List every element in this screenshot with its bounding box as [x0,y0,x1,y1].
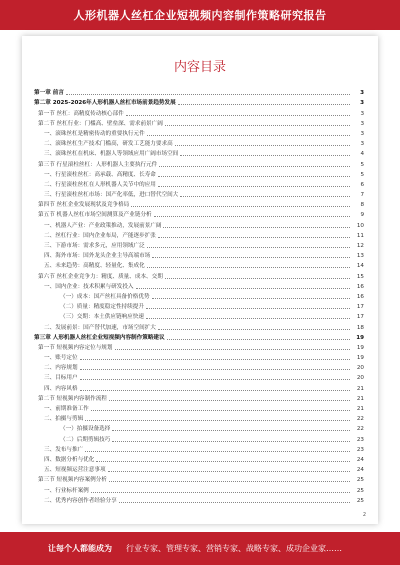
toc-leader-dots [112,440,350,442]
toc-entry-page: 23 [356,436,364,443]
toc-entry[interactable] [34,331,364,341]
toc-entry[interactable] [34,178,364,188]
document-page [22,36,378,524]
toc-entry[interactable] [34,168,364,178]
toc-entry-page: 14 [356,263,364,270]
toc-entry-text: （三）交期：本土供应链响应快速 [60,314,144,321]
toc-entry-page: 21 [356,395,364,402]
toc-heading: 内容目录 [173,60,226,75]
toc-leader-dots [146,307,350,309]
toc-entry-page: 3 [360,130,364,137]
toc-leader-dots [178,103,350,105]
toc-leader-dots [152,297,350,299]
toc-entry-text: 第三章 人形机器人丝杠企业短视频内容制作策略建议 [34,334,165,341]
toc-leader-dots [146,317,350,319]
toc-entry-text: （一）拍摄设备选择 [60,426,111,433]
toc-entry-text: 第二节 短视频内容制作流程 [38,395,107,402]
report-title: 人形机器人丝杠企业短视频内容制作策略研究报告 [73,9,327,22]
toc-leader-dots [167,338,350,340]
toc-entry[interactable] [34,402,364,412]
toc-entry[interactable] [34,422,364,432]
toc-entry-text: 二、丝杠行业：国内企业布局，产能逐步扩张 [44,232,156,239]
toc-leader-dots [119,501,350,503]
toc-entry[interactable] [34,361,364,371]
toc-leader-dots [115,348,351,350]
toc-entry-page: 4 [360,151,364,158]
toc-entry[interactable] [34,198,364,208]
toc-entry-text: （二）后期剪辑技巧 [60,436,111,443]
toc-leader-dots [96,460,350,462]
toc-entry-page: 22 [356,426,364,433]
toc-entry-page: 22 [356,416,364,423]
toc-entry-text: 一、行业标杆案例 [44,487,89,494]
toc-leader-dots [180,195,350,197]
toc-entry-text: 四、海外市场：国外龙头企业主导高端市场 [44,253,151,260]
report-header-banner [0,0,400,30]
toc-leader-dots [175,144,350,146]
toc-leader-dots [154,215,350,217]
toc-entry-text: 三、目标用户 [44,375,78,382]
toc-entry[interactable] [34,392,364,402]
toc-leader-dots [180,154,350,156]
toc-entry-text: 五、短视频运营注意事项 [44,467,106,474]
toc-entry-text: （一）成本：国产丝杠具备价格优势 [60,293,150,300]
toc-entry[interactable] [34,463,364,473]
toc-entry-text: 三、滚珠丝杠在机床、机器人等领域应用广阔市场空间 [44,151,179,158]
toc-entry-page: 3 [360,90,364,97]
toc-entry-text: 三、行星滚柱丝杠市场：国产化率低，进口替代空间大 [44,192,179,199]
toc-leader-dots [66,93,350,95]
toc-entry-text: 第一节 短视频内容定位与规划 [38,344,113,351]
toc-entry-page: 20 [356,365,364,372]
toc-entry-text: 二、拍摄与剪辑 [44,416,84,423]
toc-entry-page: 10 [356,222,364,229]
toc-entry-page: 15 [356,273,364,280]
toc-entry-page: 25 [356,487,364,494]
toc-entry-text: 第四节 丝杠企业发展现状及竞争格局 [38,202,130,209]
toc-entry-page: 6 [360,181,364,188]
toc-entry[interactable] [34,218,364,228]
toc-entry-page: 5 [360,171,364,178]
toc-entry[interactable] [34,351,364,361]
toc-entry-page: 3 [360,141,364,148]
toc-entry-page: 16 [356,283,364,290]
toc-entry[interactable] [34,208,364,218]
toc-entry-page: 19 [356,355,364,362]
toc-entry-text: 第二章 2025-2026年人形机器人丝杠市场前景趋势发展 [34,100,176,107]
toc-leader-dots [147,266,350,268]
footer-tagline: 行业专家、管理专家、营销专家、战略专家、成功企业家…… [126,544,342,553]
toc-entry[interactable] [34,443,364,453]
toc-leader-dots [91,491,350,493]
toc-entry-text: 四、内容风格 [44,385,78,392]
toc-entry-text: 第三节 短视频内容案例分析 [38,477,107,484]
toc-entry-text: 一、滚珠丝杠是精密传动的重要执行元件 [44,130,145,137]
toc-entry-page: 11 [356,232,364,239]
toc-leader-dots [126,114,350,116]
toc-entry-page: 3 [360,100,364,107]
toc-entry[interactable] [34,106,364,116]
toc-leader-dots [165,277,350,279]
toc-entry-text: 一、机器人产业：产业政策推动，发展前景广阔 [44,222,162,229]
toc-entry[interactable] [34,280,364,290]
toc-entry-text: 一、前期准备工作 [44,406,89,412]
toc-entry-text: 五、未来趋势：高精度、轻量化、集成化 [44,263,145,270]
toc-entry[interactable] [34,86,364,96]
toc-entry-page: 17 [356,314,364,321]
toc-leader-dots [80,358,350,360]
toc-entry-text: 三、下游市场：需求多元，应用领域广泛 [44,243,145,249]
toc-entry-text: 二、内容规划 [44,365,78,372]
toc-entry-page: 3 [360,120,364,127]
toc-entry-page: 21 [356,406,364,412]
toc-entry-text: 第一节 丝杠：高精度传动核心部件 [38,110,124,117]
toc-leader-dots [158,175,350,177]
toc-entry-text: 一、国内企业：技术积累与研发投入 [44,283,134,290]
toc-entry-text: 一、账号定位 [44,355,78,362]
toc-entry[interactable] [34,371,364,381]
toc-leader-dots [136,287,350,289]
toc-leader-dots [85,419,350,421]
footer-banner [0,532,400,565]
toc-entry[interactable] [34,494,364,504]
toc-leader-dots [158,328,350,330]
toc-entry-text: 第二节 丝杠行业：门槛高、壁垒深、需求前景广阔 [38,120,163,127]
toc-entry[interactable] [34,137,364,147]
toc-leader-dots [80,378,350,380]
toc-entry[interactable] [34,239,364,249]
toc-entry[interactable] [34,269,364,279]
toc-leader-dots [80,368,350,370]
toc-entry[interactable] [34,320,364,330]
toc-leader-dots [109,480,350,482]
toc-entry-page: 25 [356,497,364,504]
toc-leader-dots [163,226,350,228]
toc-leader-dots [147,246,350,248]
toc-entry-page: 25 [356,477,364,484]
toc-entry-page: 9 [360,212,364,219]
toc-entry[interactable] [34,453,364,463]
toc-entry-page: 8 [360,202,364,209]
toc-leader-dots [80,389,350,391]
toc-entry[interactable] [34,96,364,106]
toc-entry-page: 24 [356,467,364,474]
toc-entry-page: 5 [360,161,364,168]
toc-entry-page: 16 [356,293,364,300]
toc-leader-dots [159,165,350,167]
toc-entry-page: 13 [356,253,364,260]
toc-entry[interactable] [34,117,364,127]
toc-entry-text: 四、数据分析与优化 [44,456,95,463]
toc-entry-text: 二、行星滚柱丝杠在人形机器人关节中的应用 [44,181,156,188]
toc-entry-page: 20 [356,375,364,382]
toc-leader-dots [147,134,350,136]
toc-leader-dots [165,124,350,126]
toc-entry-page: 19 [356,344,364,351]
toc-entry[interactable] [34,432,364,442]
page-number: 2 [362,512,366,518]
toc-entry-text: 第一章 前言 [34,90,64,97]
toc-entry-page: 7 [360,192,364,199]
toc-entry-text: 第六节 丝杠企业竞争力：精度、质量、成本、交期 [38,273,163,280]
toc-leader-dots [109,399,350,401]
toc-entry[interactable] [34,259,364,269]
toc-leader-dots [85,450,350,452]
toc-entry-page: 3 [360,110,364,117]
toc-entry[interactable] [34,147,364,157]
toc-entry-page: 23 [356,446,364,453]
toc-entry-text: 三、发布与推广 [44,446,84,453]
toc-entry-page: 12 [356,243,364,249]
toc-entry[interactable] [34,249,364,259]
toc-leader-dots [158,185,350,187]
toc-entry[interactable] [34,412,364,422]
toc-entry-text: 二、滚珠丝杠生产技术门槛高，研发工艺能力要求高 [44,141,173,148]
table-of-contents [34,86,364,504]
toc-entry-text: 第五节 机器人丝杠市场空间测算及产业链分析 [38,212,152,219]
toc-entry-text: 一、行星滚柱丝杠：高承载、高精度、长寿命 [44,171,156,178]
toc-entry[interactable] [34,229,364,239]
toc-leader-dots [91,409,350,411]
toc-leader-dots [112,429,350,431]
toc-entry-page: 21 [356,385,364,392]
toc-entry-page: 17 [356,304,364,311]
toc-leader-dots [152,256,350,258]
toc-entry[interactable] [34,300,364,310]
toc-entry[interactable] [34,310,364,320]
toc-entry-page: 19 [356,334,364,341]
toc-entry[interactable] [34,127,364,137]
toc-entry[interactable] [34,157,364,167]
toc-entry[interactable] [34,483,364,493]
toc-entry[interactable] [34,188,364,198]
toc-leader-dots [108,470,350,472]
toc-entry-page: 24 [356,456,364,463]
toc-entry[interactable] [34,381,364,391]
footer-slogan: 让每个人都能成为 [48,544,112,553]
toc-entry[interactable] [34,341,364,351]
toc-entry-text: （二）质量：精度稳定性持续提升 [60,304,144,311]
toc-entry-text: 第三节 行星滚柱丝杠：人形机器人主要执行元件 [38,161,158,168]
toc-leader-dots [131,205,350,207]
toc-entry-page: 18 [356,324,364,331]
toc-entry[interactable] [34,473,364,483]
toc-entry[interactable] [34,290,364,300]
toc-leader-dots [158,236,350,238]
toc-entry-text: 二、优秀内容创作者经验分享 [44,497,117,504]
toc-entry-text: 二、发展前景：国产替代加速，市场空间扩大 [44,324,156,331]
